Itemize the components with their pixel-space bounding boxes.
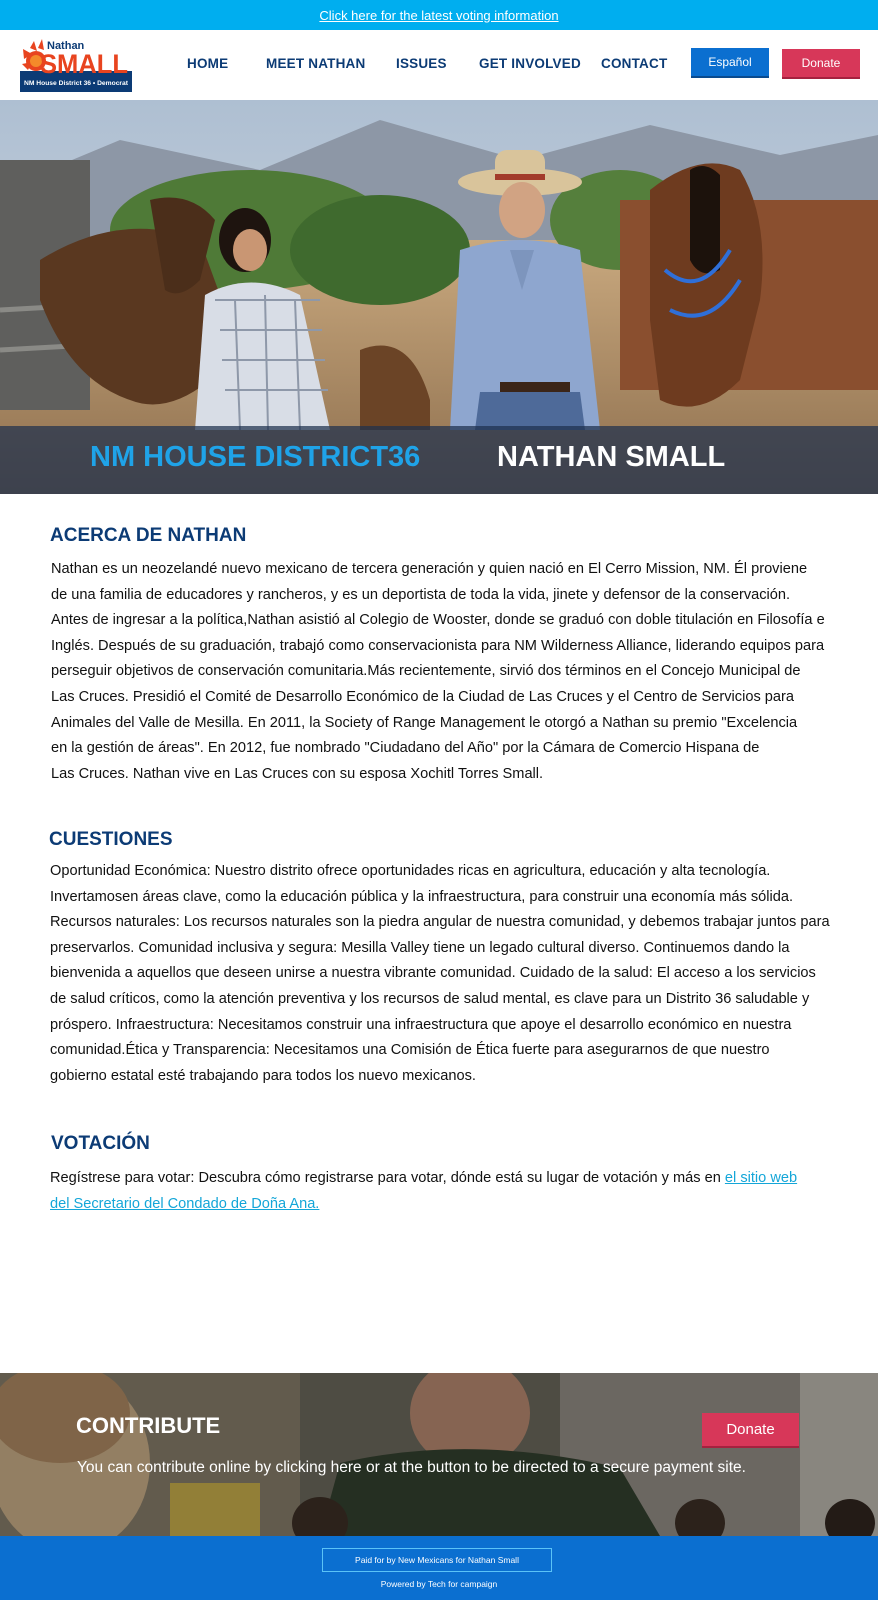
voting-text bbox=[50, 1166, 860, 1217]
contribute-background-photo bbox=[0, 1373, 878, 1536]
paid-for-disclaimer: Paid for by New Mexicans for Nathan Small bbox=[322, 1548, 552, 1572]
issues-title: CUESTIONES bbox=[49, 829, 173, 850]
about-title: ACERCA DE NATHAN bbox=[50, 525, 247, 546]
issues-line: Recursos naturales: Los recursos naturales son la piedra angular de nuestra comunidad, y debemos trabajar juntos para bbox=[50, 914, 830, 931]
hero-district-title: NM HOUSE DISTRICT36 bbox=[90, 441, 421, 473]
about-text bbox=[51, 557, 851, 787]
voting-intro: Regístrese para votar: Descubra cómo registrarse para votar, dónde está su lugar de votación y más en bbox=[50, 1170, 725, 1186]
about-line: perseguir objetivos de conservación comunitaria.Más recientemente, sirvió dos términos en el Concejo Municipal de bbox=[51, 663, 801, 680]
nav-contact[interactable]: CONTACT bbox=[601, 56, 668, 71]
about-line: Nathan es un neozelandé nuevo mexicano de tercera generación y quien nació en El Cerro Mission, NM. Él proviene bbox=[51, 561, 808, 577]
county-clerk-link-part2[interactable]: del Secretario del Condado de Doña Ana. bbox=[50, 1195, 320, 1212]
about-line: Antes de ingresar a la política,Nathan asistió al Colegio de Wooster, donde se graduó con doble titulación en Filosofía e bbox=[51, 612, 825, 629]
issues-line: Invertamosen áreas clave, como la educación pública y la infraestructura, para construir una economía más sólida. bbox=[50, 888, 794, 905]
issues-text bbox=[50, 859, 860, 1089]
issues-line: gobierno estatal esté trabajando para todos los nuevo mexicanos. bbox=[50, 1067, 476, 1084]
logo-top-text: Nathan bbox=[47, 40, 85, 52]
contribute-title: CONTRIBUTE bbox=[76, 1413, 221, 1438]
issues-line: comunidad.Ética y Transparencia: Necesitamos una Comisión de Ética fuerte para asegurarnos de que nuestro bbox=[50, 1042, 770, 1059]
voting-title: VOTACIÓN bbox=[51, 1133, 150, 1154]
announcement-bar bbox=[0, 0, 878, 30]
issues-line: Oportunidad Económica: Nuestro distrito ofrece oportunidades ricas en agricultura, educación y alta tecnología. bbox=[50, 863, 771, 879]
about-line: Animales del Valle de Mesilla. En 2011, la Society of Range Management le otorgó a Nathan su premio "Excelencia bbox=[51, 714, 798, 731]
powered-by-text: Powered by Tech for campaign bbox=[380, 1579, 498, 1589]
about-line: en la gestión de áreas". En 2012, fue nombrado "Ciudadano del Año" por la Cámara de Comercio Hispana de bbox=[51, 740, 760, 757]
voting-info-link[interactable]: Click here for the latest voting information bbox=[319, 7, 559, 23]
contribute-section bbox=[0, 1373, 878, 1536]
logo-main-text: SMALL bbox=[40, 49, 128, 79]
about-line: de una familia de educadores y rancheros, y es un deportista de toda la vida, jinete y defensor de la conservación. bbox=[51, 586, 791, 603]
hero-banner bbox=[0, 100, 878, 494]
nav-home[interactable]: HOME bbox=[187, 56, 229, 71]
donate-button-contribute[interactable]: Donate bbox=[702, 1413, 799, 1448]
site-header bbox=[0, 30, 878, 100]
nav-meet-nathan[interactable]: MEET NATHAN bbox=[266, 56, 366, 71]
about-line: Las Cruces. Nathan vive en Las Cruces con su esposa Xochitl Torres Small. bbox=[51, 765, 544, 782]
county-clerk-link-part1[interactable]: el sitio web bbox=[724, 1170, 798, 1186]
contribute-text[interactable]: You can contribute online by clicking here or at the button to be directed to a secure payment site. bbox=[77, 1459, 746, 1476]
language-button[interactable]: Español bbox=[691, 48, 769, 78]
site-footer bbox=[0, 1536, 878, 1600]
issues-line: preservarlos. Comunidad inclusiva y segura: Mesilla Valley tiene un legado cultural diverso. Continuemos dando la bbox=[50, 939, 790, 956]
issues-line: de salud críticos, como la atención preventiva y los recursos de salud mental, es clave para un Distrito 36 saludable y bbox=[50, 990, 810, 1007]
nav-get-involved[interactable]: GET INVOLVED bbox=[479, 56, 581, 71]
issues-line: bienvenida a aquellos que deseen unirse a nuestra vibrante comunidad. Cuidado de la salud: El acceso a los servicios bbox=[50, 965, 816, 982]
about-line: Las Cruces. Presidió el Comité de Desarrollo Económico de la Ciudad de Las Cruces y el Centro de Servicios para bbox=[51, 688, 795, 705]
about-line: Inglés. Después de su graduación, trabajó como conservacionista para NM Wilderness Alliance, liderando equipos para bbox=[51, 637, 825, 654]
nav-issues[interactable]: ISSUES bbox=[396, 56, 447, 71]
issues-line: próspero. Infraestructura: Necesitamos construir una infraestructura que apoye el desarrollo económico en nuestra bbox=[50, 1016, 792, 1033]
donate-button-header[interactable]: Donate bbox=[782, 49, 860, 79]
hero-candidate-name: NATHAN SMALL bbox=[497, 441, 726, 473]
logo-sub-text: NM House District 36 • Democrat bbox=[24, 80, 128, 87]
